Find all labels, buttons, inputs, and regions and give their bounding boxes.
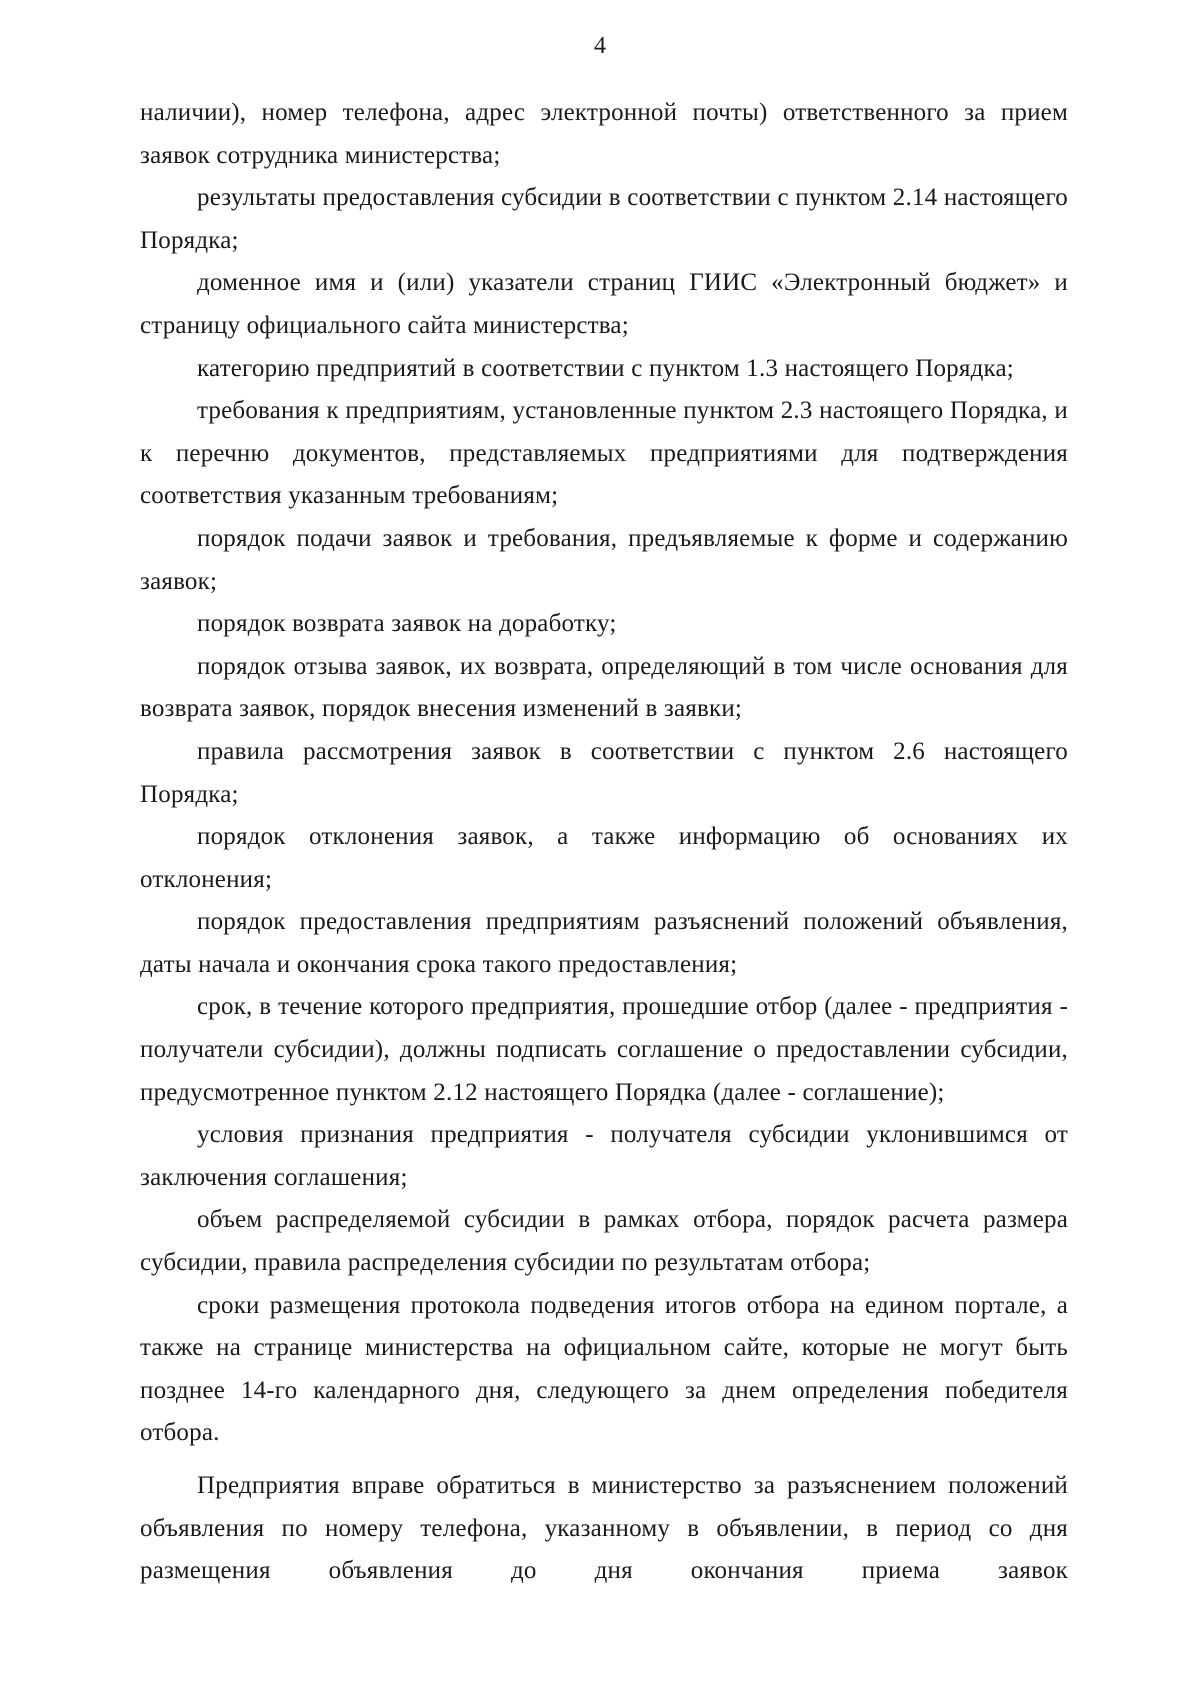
paragraph: сроки размещения протокола подведения итогов отбора на едином портале, а также на странице министерства на официальном сайте, которые не могут быть позднее 14-го календарного дня, следующего за днем определения победителя отбора. — [140, 1291, 1068, 1447]
paragraph: правила рассмотрения заявок в соответствии с пунктом 2.6 настоящего Порядка; — [140, 737, 1068, 808]
document-body — [140, 92, 1068, 1593]
paragraph: категорию предприятий в соответствии с пунктом 1.3 настоящего Порядка; — [197, 354, 1014, 382]
paragraph: срок, в течение которого предприятия, прошедшие отбор (далее - предприятия - получатели субсидии), должны подписать соглашение о предоставлении субсидии, предусмотренное пунктом 2.12 настоящего Порядка (далее - соглашение); — [140, 993, 1068, 1106]
paragraph: условия признания предприятия - получателя субсидии уклонившимся от заключения соглашения; — [140, 1121, 1068, 1191]
paragraph: порядок подачи заявок и требования, предъявляемые к форме и содержанию заявок; — [140, 524, 1068, 595]
paragraph: объем распределяемой субсидии в рамках отбора, порядок расчета размера субсидии, правила распределения субсидии по результатам отбора; — [140, 1206, 1068, 1277]
paragraph: порядок предоставления предприятиям разъяснений положений объявления, даты начала и окончания срока такого предоставления; — [140, 908, 1068, 978]
paragraph: требования к предприятиям, установленные пунктом 2.3 настоящего Порядка, и к перечню документов, представляемых предприятиями для подтверждения соответствия указанным требованиям; — [140, 397, 1068, 510]
paragraph: доменное имя и (или) указатели страниц ГИИС «Электронный бюджет» и страницу официального сайта министерства; — [140, 269, 1068, 339]
paragraph: порядок отзыва заявок, их возврата, определяющий в том числе основания для возврата заявок, порядок внесения изменений в заявки; — [140, 652, 1068, 723]
paragraph: наличии), номер телефона, адрес электронной почты) ответственного за прием заявок сотрудника министерства; — [140, 99, 1068, 169]
paragraph: порядок возврата заявок на доработку; — [197, 610, 617, 638]
paragraph: Предприятия вправе обратиться в министерство за разъяснением положений объявления по номеру телефона, указанному в объявлении, в период со дня размещения объявления до дня окончания приема заявок — [140, 1472, 1068, 1585]
paragraph: результаты предоставления субсидии в соответствии с пунктом 2.14 настоящего Порядка; — [140, 184, 1068, 254]
paragraph: порядок отклонения заявок, а также информацию об основаниях их отклонения; — [140, 823, 1068, 893]
page-number: 4 — [594, 33, 606, 59]
